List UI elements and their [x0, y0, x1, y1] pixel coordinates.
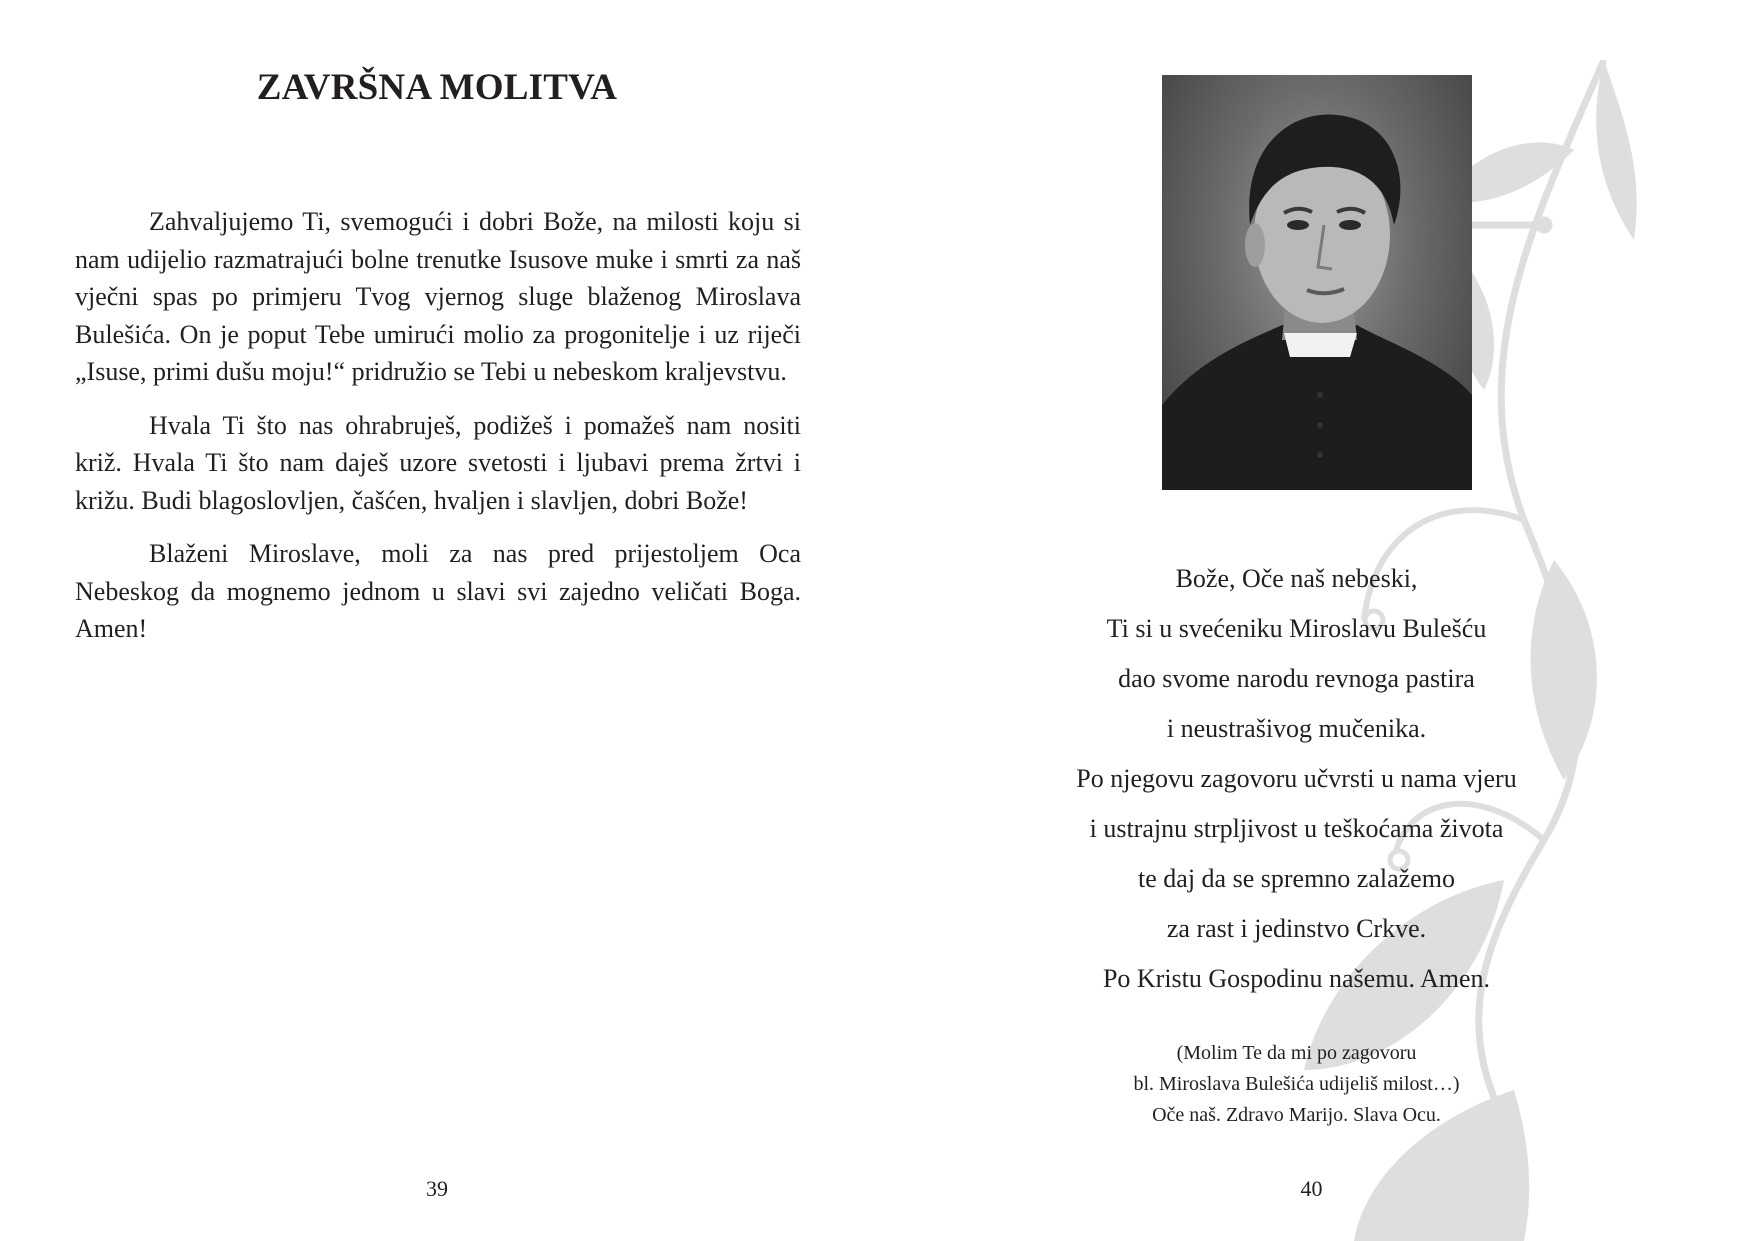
paragraph: Zahvaljujemo Ti, svemogući i dobri Bože, na milosti koju si nam udijelio razmatrajući bolne trenutke Isusove muke i smrti za naš vječni spas po primjeru Tvog vjernog sluge blaženog Miroslava Bulešića. On je poput Tebe umirući molio za progonitelje i uz riječi „Isuse, primi dušu moju!“ pridružio se Tebi u nebeskom kraljevstvu.: [75, 207, 801, 386]
right-page: [874, 0, 1749, 1241]
prayer-line: dao svome narodu revnoga pastira: [1118, 664, 1475, 693]
prayer-line: Bože, Oče naš nebeski,: [1175, 564, 1418, 593]
note-line: bl. Miroslava Bulešića udijeliš milost…): [1133, 1073, 1460, 1095]
note-line: Oče naš. Zdravo Marijo. Slava Ocu.: [1152, 1104, 1441, 1126]
prayer-line: Po Kristu Gospodinu našemu. Amen.: [1102, 964, 1491, 993]
paragraph: Hvala Ti što nas ohrabruješ, podižeš i pomažeš nam nositi križ. Hvala Ti što nam daješ uzore svetosti i ljubavi prema žrtvi i križu. Budi blagoslovljen, čašćen, hvaljen i slavljen, dobri Bože!: [75, 410, 801, 515]
page-title: ZAVRŠNA MOLITVA: [256, 67, 618, 108]
prayer-line: i neustrašivog mučenika.: [1166, 714, 1427, 743]
paragraph: Blaženi Miroslave, moli za nas pred prijestoljem Oca Nebeskog da mognemo jednom u slavi svi zajedno veličati Boga. Amen!: [75, 539, 801, 643]
prayer-line: Po njegovu zagovoru učvrsti u nama vjeru: [1076, 764, 1517, 793]
prayer-text: [75, 203, 801, 664]
left-page: [0, 0, 874, 1241]
page-number: 39: [426, 1176, 448, 1201]
page-number: 40: [1300, 1176, 1323, 1201]
prayer-verse: [1034, 560, 1559, 1010]
prayer-line: Ti si u svećeniku Miroslavu Bulešću: [1106, 614, 1487, 643]
closing-note: [1034, 1038, 1559, 1131]
portrait-photo: [1162, 75, 1472, 490]
prayer-line: i ustrajnu strpljivost u teškoćama života: [1089, 814, 1504, 843]
note-line: (Molim Te da mi po zagovoru: [1176, 1042, 1417, 1064]
portrait-icon: [1162, 75, 1472, 490]
prayer-line: za rast i jedinstvo Crkve.: [1166, 914, 1427, 943]
prayer-line: te daj da se spremno zalažemo: [1138, 864, 1455, 893]
